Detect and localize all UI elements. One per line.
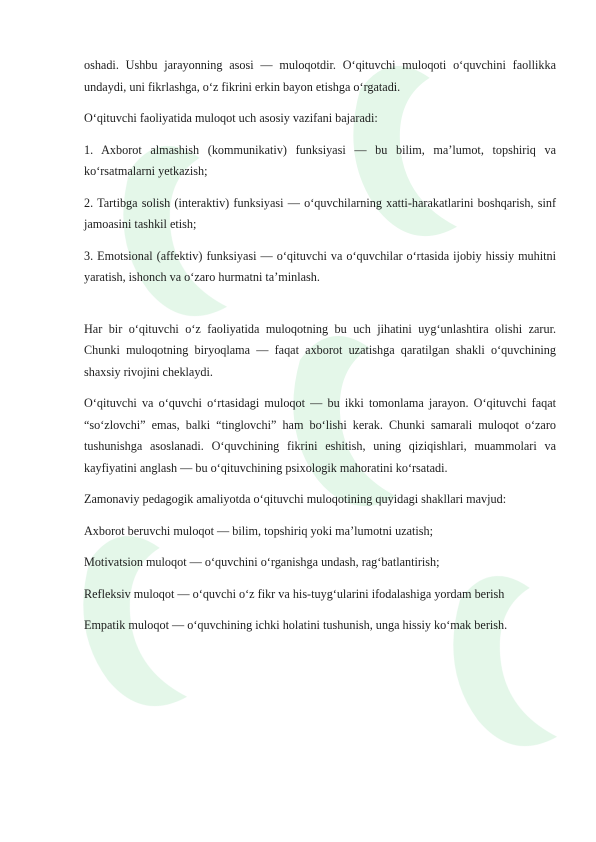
- paragraph-form-motivational: Motivatsion muloqot — o‘quvchini o‘rganishga undash, rag‘batlantirish;: [84, 555, 440, 569]
- paragraph-functions-heading: O‘qituvchi faoliyatida muloqot uch asosiy vazifani bajaradi:: [84, 111, 378, 125]
- paragraph-function-1: 1. Axborot almashish (kommunikativ) funksiyasi — bu bilim, ma’lumot, topshiriq va ko‘rsatmalarni yetkazish;: [84, 142, 556, 178]
- paragraph-two-way: O‘qituvchi va o‘quvchi o‘rtasidagi muloqot — bu ikki tomonlama jarayon. O‘qituvchi faqat “so‘zlovchi” emas, balki “tinglovchi” ham bo‘lishi kerak. Chunki samarali muloqot o‘zaro tushunishga asoslanadi. O‘quvchining fikrini eshitish, uning qiziqishlari, muammolari va kayfiyatini anglash — bu o‘qituvchining psixologik mahoratini ko‘rsatadi.: [84, 396, 556, 475]
- paragraph-form-reflexive: Refleksiv muloqot — o‘quvchi o‘z fikr va his-tuyg‘ularini ifodalashiga yordam berish: [84, 586, 505, 601]
- paragraph-function-3: 3. Emotsional (affektiv) funksiyasi — o‘qituvchi va o‘quvchilar o‘rtasida ijobiy hissiy muhitni yaratish, ishonch va o‘zaro hurmatni ta’minlash.: [84, 248, 556, 284]
- paragraph-harmony: Har bir o‘qituvchi o‘z faoliyatida muloqotning bu uch jihatini uyg‘unlashtira olishi zarur. Chunki muloqotning biryoqlama — faqat axborot uzatishga qaratilgan shakli o‘quvchining shaxsiy rivojini cheklaydi.: [84, 321, 556, 379]
- paragraph-forms-heading: Zamonaviy pedagogik amaliyotda o‘qituvchi muloqotining quyidagi shakllari mavjud:: [84, 492, 507, 506]
- paragraph-intro: oshadi. Ushbu jarayonning asosi — muloqotdir. O‘qituvchi muloqoti o‘quvchini faollikka undaydi, uni fikrlashga, o‘z fikrini erkin bayon etishga o‘rgatadi.: [84, 58, 556, 94]
- paragraph-form-informative: Axborot beruvchi muloqot — bilim, topshiriq yoki ma’lumotni uzatish;: [84, 523, 434, 538]
- paragraph-form-empathic: Empatik muloqot — o‘quvchining ichki holatini tushunish, unga hissiy ko‘mak berish.: [84, 618, 508, 632]
- document-body: [84, 55, 556, 637]
- paragraph-function-2: 2. Tartibga solish (interaktiv) funksiyasi — o‘quvchilarning xatti-harakatlarini boshqarish, sinf jamoasini tashkil etish;: [84, 195, 556, 231]
